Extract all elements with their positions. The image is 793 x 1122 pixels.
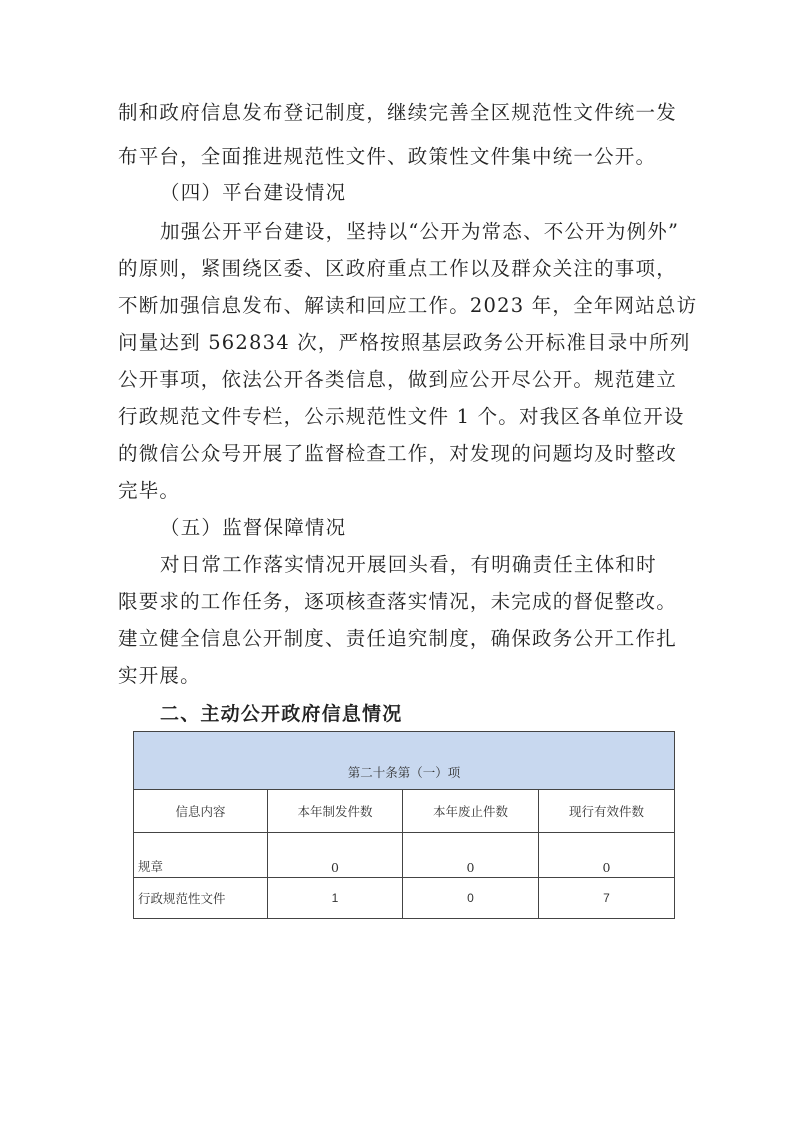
column-header: 现行有效件数 xyxy=(539,790,675,833)
column-header: 本年废止件数 xyxy=(403,790,539,833)
table-cell: 0 xyxy=(268,833,403,878)
paragraph-line: 加强公开平台建设，坚持以“公开为常态、不公开为例外” xyxy=(160,220,680,243)
table-cell: 0 xyxy=(403,833,539,878)
paragraph-line: 完毕。 xyxy=(118,479,181,502)
table-cell: 0 xyxy=(539,833,675,878)
paragraph-line: 的微信公众号开展了监督检查工作，对发现的问题均及时整改 xyxy=(118,442,677,465)
table-row xyxy=(134,833,675,878)
paragraph-line: 不断加强信息发布、解读和回应工作。2023 年，全年网站总访 xyxy=(118,294,698,317)
paragraph-line: 对日常工作落实情况开展回头看，有明确责任主体和时 xyxy=(160,553,657,576)
section-heading: 二、主动公开政府信息情况 xyxy=(160,703,403,725)
paragraph-line: 公开事项，依法公开各类信息，做到应公开尽公开。规范建立 xyxy=(118,368,677,391)
table-cell: 1 xyxy=(268,878,403,919)
paragraph-line: 问量达到 562834 次，严格按照基层政务公开标准目录中所列 xyxy=(118,331,691,354)
paragraph-line: 行政规范文件专栏，公示规范性文件 1 个。对我区各单位开设 xyxy=(118,405,685,428)
paragraph-line: 建立健全信息公开制度、责任追究制度，确保政务公开工作扎 xyxy=(118,627,677,650)
column-header: 信息内容 xyxy=(134,790,268,833)
paragraph-line: 制和政府信息发布登记制度，继续完善全区规范性文件统一发 xyxy=(118,101,677,124)
paragraph-line: 实开展。 xyxy=(118,664,201,687)
paragraph-line: 的原则，紧围绕区委、区政府重点工作以及群众关注的事项， xyxy=(118,257,677,280)
paragraph-line: 布平台，全面推进规范性文件、政策性文件集中统一公开。 xyxy=(118,145,657,168)
row-label: 行政规范性文件 xyxy=(134,878,268,919)
subheading-supervision: （五）监督保障情况 xyxy=(160,516,347,539)
info-table xyxy=(133,731,675,919)
column-header: 本年制发件数 xyxy=(268,790,403,833)
table-cell: 0 xyxy=(403,878,539,919)
paragraph-line: 限要求的工作任务，逐项核查落实情况，未完成的督促整改。 xyxy=(118,590,677,613)
table-row xyxy=(134,878,675,919)
row-label: 规章 xyxy=(134,833,268,878)
table-cell: 7 xyxy=(539,878,675,919)
subheading-platform: （四）平台建设情况 xyxy=(160,181,347,204)
table-title: 第二十条第（一）项 xyxy=(134,732,675,790)
